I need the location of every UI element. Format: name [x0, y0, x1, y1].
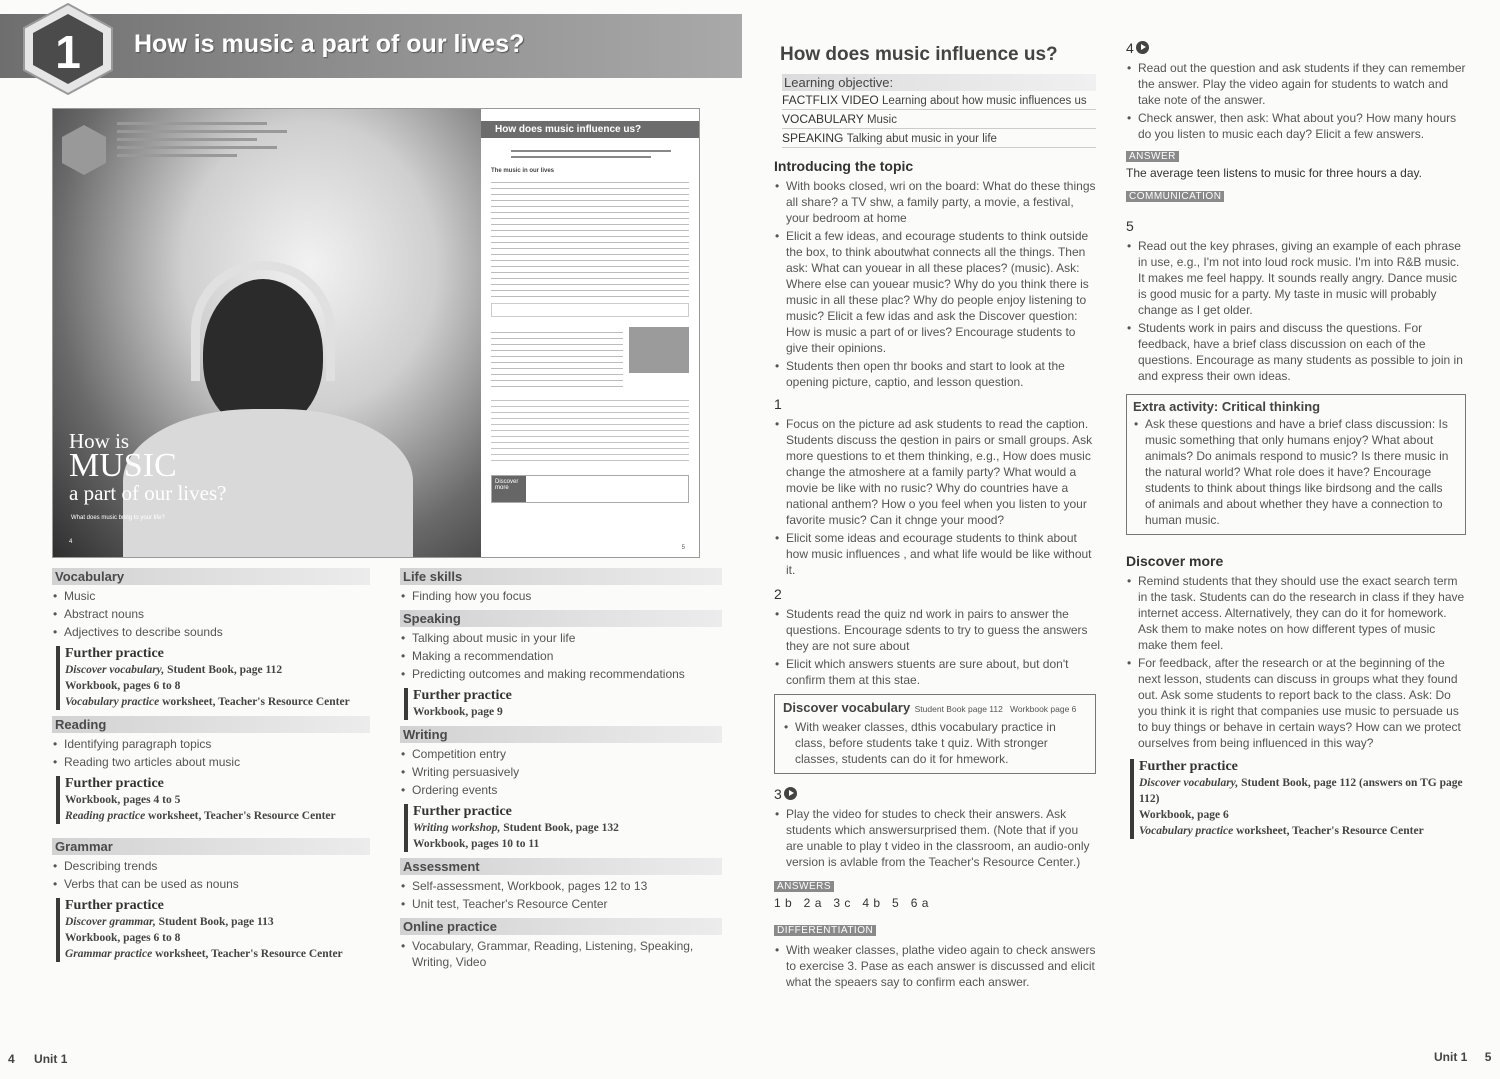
opening-photo	[53, 109, 481, 557]
resource-detail: worksheet, Teacher's Resource Center	[152, 948, 343, 960]
resource-name: Vocabulary practice	[65, 696, 160, 708]
exercise-5-number: 5	[1126, 218, 1134, 234]
play-icon	[1136, 41, 1149, 54]
list-item: • Adjectives to describe sounds	[52, 624, 370, 640]
list-item: • Elicit a few ideas, and ecourage students to think outside the box, to think aboutwhat connects all the things. Then ask: What can youear in all these places? (music). Ask: Where else can youear music? Why do you think there is music in all these plac? Why do people enjoy listening to music? Elicit a few idas and ask the Discover question: How is music a part of or lives? Encourage students to give their opinions.	[774, 228, 1096, 356]
further-practice-speaking	[404, 688, 722, 720]
photo-title-music: MUSIC	[69, 447, 177, 484]
photo-title-part: a part of our lives?	[69, 481, 227, 505]
reading-list	[52, 736, 370, 770]
writing-list	[400, 746, 722, 798]
further-practice-title: Further practice	[413, 688, 512, 703]
resource-detail: worksheet, Teacher's Resource Center	[1233, 825, 1424, 837]
objective-key: FACTFLIX VIDEO	[782, 93, 879, 107]
list-item: • Play the video for studes to check their answers. Ask students which answersurprised them. (Note that if you are unable to play t video in the classroom, an audio-only version is avlable from the Teacher's Resource Center.)	[774, 806, 1096, 870]
discover-more-label: Discover more	[492, 476, 526, 502]
resource-line: Workbook, page 6	[1139, 809, 1229, 821]
introducing-topic-heading: Introducing the topic	[774, 158, 914, 174]
further-practice-title: Further practice	[65, 646, 164, 661]
exercise-1-list	[774, 416, 1096, 578]
list-item: • Reading two articles about music	[52, 754, 370, 770]
list-item: • Competition entry	[400, 746, 722, 762]
discover-more-heading: Discover more	[1126, 553, 1224, 569]
discover-more-list	[1126, 573, 1466, 751]
grammar-list	[52, 858, 370, 892]
overview-col-2	[400, 568, 722, 970]
exercise-3-list	[774, 806, 1096, 870]
further-practice-vocabulary	[56, 646, 370, 710]
extra-activity-box	[1126, 394, 1466, 535]
differentiation-tag: DIFFERENTIATION	[774, 925, 876, 936]
exercise-2-number: 2	[774, 586, 782, 602]
footer-page-number: 5	[1484, 1050, 1492, 1064]
discover-vocabulary-refs: Student Book page 112 Workbook page 6	[914, 704, 1077, 714]
exercise-5-list	[1126, 238, 1466, 384]
headphones-icon	[191, 261, 335, 381]
list-item: • Verbs that can be used as nouns	[52, 876, 370, 892]
further-practice-lesson	[1130, 759, 1466, 839]
list-item: • Ask these questions and have a brief class discussion: Is music something that only humans enjoy? What about animals? Do animals respond to music? Is there music in the natural world? What role does it have? Encourage students to think about things like birdsong and the calls of animals and about whether they have a connection to human music.	[1133, 416, 1455, 528]
further-practice-title: Further practice	[65, 898, 164, 913]
reading-heading: Reading	[52, 716, 370, 733]
writing-heading: Writing	[400, 726, 722, 743]
resource-name: Reading practice	[65, 810, 146, 822]
list-item: • With weaker classes, plathe video again to check answers to exercise 3. Pase as each answer is discussed and elicit what the speaers say to confirm each answer.	[774, 942, 1096, 990]
discover-vocabulary-box	[774, 694, 1096, 774]
resource-name: Writing workshop,	[413, 822, 501, 834]
resource-name: Discover vocabulary,	[1139, 777, 1239, 789]
student-left-page-number: 4	[69, 539, 73, 545]
student-right-page-number: 5	[681, 545, 685, 551]
list-item: • Read out the question and ask students if they can remember the answer. Play the video again for students to watch and take note of the answer.	[1126, 60, 1466, 108]
objective-key: SPEAKING	[782, 131, 844, 145]
answer-text: The average teen listens to music for three hours a day.	[1126, 166, 1422, 180]
list-item: • Vocabulary, Grammar, Reading, Listening, Speaking, Writing, Video	[400, 938, 722, 970]
lesson-col-a	[774, 44, 1096, 990]
resource-line: Workbook, pages 6 to 8	[65, 680, 181, 692]
student-right-page	[481, 109, 699, 557]
list-item: • Students read the quiz nd work in pairs to answer the questions. Encourage sdents to try to guess the answers they are not sure about	[774, 606, 1096, 654]
answer-tag: ANSWER	[1126, 151, 1179, 162]
list-item: • For feedback, after the research or at the beginning of the next lesson, students can discuss in groups what they found out. Ask some students to report back to the class. Ask: Do you think it is right that companies use music to persuade us to buy things or behave in certain ways? How can we protect ourselves from being influenced in this way?	[1126, 655, 1466, 751]
list-item: • Remind students that they should use the exact search term in the task. Students can do the research in class if they have internet access. Alternatively, they can do it for homework. Ask them to make notes on how different types of music make them feel.	[1126, 573, 1466, 653]
unit-number: 1	[55, 26, 81, 78]
small-unit-badge	[59, 123, 109, 177]
list-item: • With books closed, wri on the board: What do these things all share? a TV shw, a family party, a movie, a festival, your bedroom at home	[774, 178, 1096, 226]
further-practice-grammar	[56, 898, 370, 962]
list-item: • Elicit which answers stuents are sure about, but don't confirm them at this stae.	[774, 656, 1096, 688]
resource-detail: Student Book, page 132	[500, 822, 619, 834]
footer-right	[1434, 1050, 1491, 1064]
exercise-4-list	[1126, 60, 1466, 142]
further-practice-writing	[404, 804, 722, 852]
student-right-header: How does music influence us?	[481, 121, 699, 138]
online-practice-heading: Online practice	[400, 918, 722, 935]
speaking-heading: Speaking	[400, 610, 722, 627]
assessment-heading: Assessment	[400, 858, 722, 875]
footer-left	[8, 1052, 67, 1066]
resource-detail: worksheet, Teacher's Resource Center	[145, 810, 336, 822]
resource-line: Workbook, pages 4 to 5	[65, 794, 181, 806]
list-item: • Students work in pairs and discuss the questions. For feedback, have a brief class discussion on each of the questions. Encourage as many students as possible to join in and express their own ideas.	[1126, 320, 1466, 384]
list-item: • Check answer, then ask: What about you? How many hours do you listen to music each day? Elicit a few answers.	[1126, 110, 1466, 142]
video-thumbnail	[629, 327, 689, 373]
resource-detail: Student Book, page 112	[164, 664, 283, 676]
unit-title: How is music a part of our lives?	[134, 30, 525, 58]
discover-vocabulary-title: Discover vocabulary	[783, 700, 911, 715]
list-item: • Students then open thr books and start to look at the opening picture, captio, and lesson question.	[774, 358, 1096, 390]
resource-line: Workbook, pages 10 to 11	[413, 838, 540, 850]
exercise-3-number: 3	[774, 786, 782, 802]
footer-unit-label: Unit 1	[34, 1052, 68, 1066]
resource-name: Vocabulary practice	[1139, 825, 1234, 837]
life-skills-heading: Life skills	[400, 568, 722, 585]
life-skills-list	[400, 588, 722, 604]
grammar-heading: Grammar	[52, 838, 370, 855]
list-item: • Describing trends	[52, 858, 370, 874]
exercise-1-number: 1	[774, 396, 782, 412]
lesson-col-b	[1126, 40, 1466, 843]
exercise-4-number: 4	[1126, 40, 1134, 56]
assessment-list	[400, 878, 722, 912]
resource-line: Workbook, page 9	[413, 706, 503, 718]
play-icon	[784, 787, 797, 800]
speaking-list	[400, 630, 722, 682]
unit-badge	[8, 0, 128, 96]
list-item: • Elicit some ideas and ecourage students to think about how music influences , and what life would be like without it.	[774, 530, 1096, 578]
list-item: • Predicting outcomes and making recommendations	[400, 666, 722, 682]
objective-value: Learning about how music influences us	[882, 95, 1087, 107]
list-item: • Talking about music in your life	[400, 630, 722, 646]
resource-detail: worksheet, Teacher's Resource Center	[159, 696, 350, 708]
further-practice-title: Further practice	[65, 776, 164, 791]
list-item: • Music	[52, 588, 370, 604]
vocabulary-list	[52, 588, 370, 640]
objective-value: Talking abut music in your life	[846, 133, 997, 145]
photo-title-how-is: How is	[69, 429, 130, 453]
list-item: • Abstract nouns	[52, 606, 370, 622]
answers-tag: ANSWERS	[774, 881, 834, 892]
further-practice-reading	[56, 776, 370, 824]
list-item: • Self-assessment, Workbook, pages 12 to 13	[400, 878, 722, 894]
objective-value: Music	[866, 114, 897, 126]
list-item: • Ordering events	[400, 782, 722, 798]
list-item: • With weaker classes, dthis vocabulary practice in class, before students take t quiz. With stronger classes, students can do it for hmework.	[783, 719, 1087, 767]
objectives-label: Learning objective:	[782, 74, 1096, 91]
resource-detail: Student Book, page 112 (answers on TG page 112)	[1139, 777, 1463, 805]
communication-tag: COMMUNICATION	[1126, 191, 1224, 202]
lesson-title: How does music influence us?	[780, 44, 1058, 65]
list-item: • Finding how you focus	[400, 588, 722, 604]
list-item: • Identifying paragraph topics	[52, 736, 370, 752]
list-item: • Unit test, Teacher's Resource Center	[400, 896, 722, 912]
vocabulary-heading: Vocabulary	[52, 568, 370, 585]
differentiation-list	[774, 942, 1096, 990]
list-item: • Read out the key phrases, giving an example of each phrase in use, e.g., I'm not into loud rock music. I'm into R&B music. It makes me feel happy. It sounds really angry. Dance music is good music for a party. My taste in music will probably change as I get older.	[1126, 238, 1466, 318]
list-item: • Making a recommendation	[400, 648, 722, 664]
objective-key: VOCABULARY	[782, 112, 864, 126]
intro-list	[774, 178, 1096, 390]
answers-text: 1 b 2 a 3 c 4 b 5 6 a	[774, 896, 929, 910]
further-practice-title: Further practice	[413, 804, 512, 819]
resource-detail: Student Book, page 113	[155, 916, 274, 928]
footer-unit-label: Unit 1	[1434, 1050, 1468, 1064]
student-page-objectives	[117, 117, 317, 187]
resource-name: Discover vocabulary,	[65, 664, 165, 676]
list-item: • Writing persuasively	[400, 764, 722, 780]
overview-col-1	[52, 568, 370, 966]
footer-page-number: 4	[8, 1052, 15, 1066]
quiz-title: The music in our lives	[491, 168, 555, 174]
list-item: • Focus on the picture ad ask students to read the caption. Students discuss the qestion in pairs or small groups. Ask more questions to et them thinking, e.g., How does music change the atmoshere at a family party? What would a movie be like with no rusic? Why do countries have a national anthem? How o you feel when you listen to your favorite music? Can it chnge your mood?	[774, 416, 1096, 528]
online-practice-list	[400, 938, 722, 970]
resource-name: Discover grammar,	[65, 916, 156, 928]
extra-activity-title: Extra activity: Critical thinking	[1133, 399, 1321, 414]
exercise-2-list	[774, 606, 1096, 688]
resource-line: Workbook, pages 6 to 8	[65, 932, 181, 944]
student-book-spread	[52, 108, 700, 558]
further-practice-title: Further practice	[1139, 759, 1238, 774]
learning-objectives	[782, 74, 1096, 148]
resource-name: Grammar practice	[65, 948, 153, 960]
photo-caption: What does music bring to your life?	[71, 515, 165, 521]
student-quiz	[481, 138, 699, 511]
discover-more-box	[491, 475, 689, 503]
